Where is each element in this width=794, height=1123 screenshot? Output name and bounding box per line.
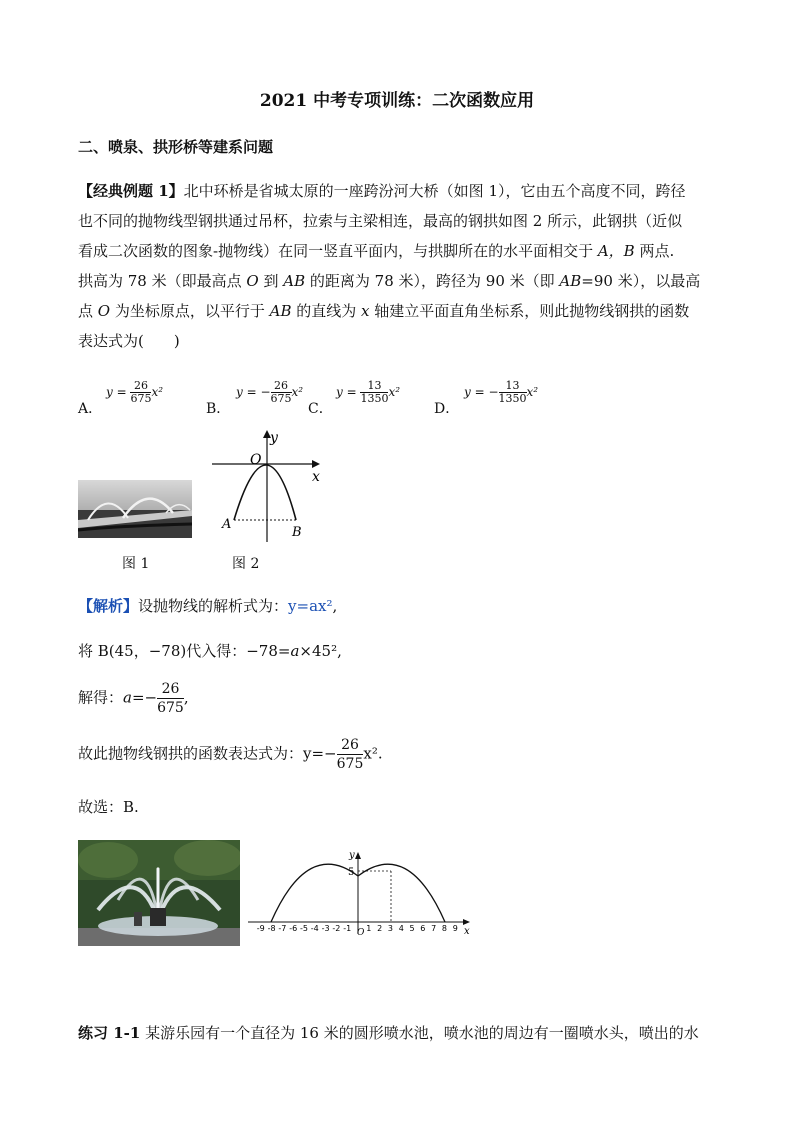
- figure-2-caption: 图 2: [232, 556, 260, 572]
- example-line-2: 也不同的抛物线型钢拱通过吊杯，拉索与主梁相连，最高的钢拱如图 2 所示，此钢拱（近似: [78, 212, 683, 230]
- tick-label: 7: [431, 924, 437, 933]
- x-axis-arrow: [312, 460, 320, 468]
- answer-options: A． y = $\frac{26}{675}$ x² B． y = − $\frac{26}{675}$ x² C． y = $\frac{13}{1350}$ x² D． y = − $\frac{13}{1350}$ x²: [78, 379, 539, 417]
- tick-label: 4: [398, 924, 404, 933]
- section-heading: 二、喷泉、拱形桥等建系问题: [78, 138, 274, 156]
- tick-label: 5: [409, 924, 415, 933]
- negative-tick-labels: [257, 924, 351, 933]
- example-label: 【经典例题 1】: [78, 182, 184, 200]
- origin-label: O: [250, 452, 262, 468]
- practice-label: 练习 1-1: [78, 1024, 141, 1042]
- example-line-4: 拱高为 78 米（即最高点 O 到 AB 的距离为 78 米），跨径为 90 米（即 AB=90 米），以最高: [78, 272, 701, 290]
- tick-label: -6: [289, 924, 298, 933]
- solution-line-2: 将 B(45，−78)代入得：−78=a×45²,: [78, 642, 342, 660]
- y-label: y: [270, 430, 278, 446]
- example-line-1: 【经典例题 1】北中环桥是省城太原的一座跨汾河大桥（如图 1），它由五个高度不同，跨径: [78, 182, 686, 200]
- tick-label: -1: [343, 924, 352, 933]
- arch-parabola-diagram: [212, 424, 324, 544]
- tick-label: -5: [300, 924, 308, 933]
- tick-label: -9: [256, 924, 265, 933]
- option-a-formula: y = $\frac{26}{675}$ x²: [106, 379, 164, 405]
- tick-label: -7: [278, 924, 287, 933]
- x-axis-arrow: [463, 919, 470, 925]
- tick-label: -4: [310, 924, 319, 933]
- x-label: x: [312, 469, 320, 485]
- origin-label: O: [357, 928, 365, 938]
- point-a-label: A: [222, 517, 232, 532]
- option-d-formula: y = − $\frac{13}{1350}$ x²: [464, 379, 539, 405]
- height-5-label: 5: [348, 867, 355, 878]
- point-b-label: B: [292, 525, 302, 540]
- tick-label: 6: [420, 924, 426, 933]
- solution-line-4: 故此抛物线钢拱的函数表达式为：y=− $\frac{26}{675}$ x².: [78, 737, 383, 772]
- tick-label: 9: [452, 924, 458, 933]
- solution-line-3: 解得：a=− $\frac{26}{675}$ ,: [78, 681, 189, 716]
- option-c-formula: y = $\frac{13}{1350}$ x²: [336, 379, 401, 405]
- example-problem: [78, 176, 718, 356]
- tick-label: 1: [366, 924, 372, 933]
- tick-label: -3: [321, 924, 330, 933]
- fountain-parabola-diagram: [244, 848, 474, 940]
- tick-label: 8: [441, 924, 447, 933]
- practice-problem: 练习 1-1 某游乐园有一个直径为 16 米的圆形喷水池，喷水池的周边有一圈喷水头，喷出的水: [78, 1024, 699, 1042]
- page-title: 2021 中考专项训练：二次函数应用: [259, 91, 535, 111]
- tick-label: -8: [267, 924, 276, 933]
- example-line-5: 点 O 为坐标原点，以平行于 AB 的直线为 x 轴建立平面直角坐标系，则此抛物线钢拱的函数: [78, 302, 690, 320]
- tick-label: 3: [387, 924, 393, 933]
- tick-label: 2: [377, 924, 383, 933]
- y-axis-arrow: [355, 852, 361, 859]
- example-line-6: 表达式为( ): [78, 332, 180, 350]
- example-line-3: 看成二次函数的图象-抛物线）在同一竖直平面内，与拱脚所在的水平面相交于 A，B 两点.: [78, 242, 675, 260]
- solution-line-1: 【解析】设抛物线的解析式为：y=ax²,: [78, 597, 338, 615]
- fountain-photo: [78, 840, 240, 946]
- tick-label: -2: [332, 924, 341, 933]
- bridge-photo: [78, 480, 192, 538]
- option-b-formula: y = − $\frac{26}{675}$ x²: [236, 379, 304, 405]
- left-parabola: [271, 864, 358, 922]
- parabola-curve: [234, 465, 296, 520]
- positive-tick-labels: [366, 924, 457, 933]
- solution-label: 【解析】: [78, 597, 139, 615]
- right-parabola: [358, 864, 445, 922]
- x-label: x: [464, 926, 470, 937]
- y-label: y: [349, 850, 355, 861]
- solution-line-5: 故选：B.: [78, 798, 139, 816]
- figure-1-caption: 图 1: [122, 556, 150, 572]
